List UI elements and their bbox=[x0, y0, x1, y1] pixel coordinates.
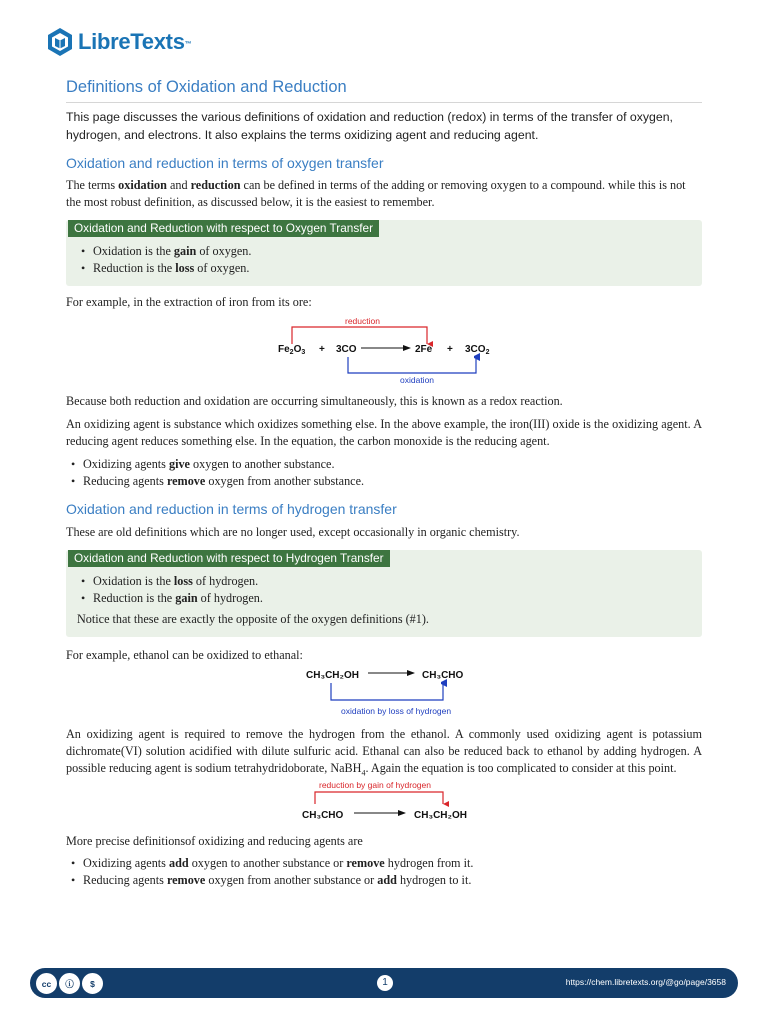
ethanal-reduction-equation bbox=[0, 778, 768, 828]
product-co2: $3CO_2$ bbox=[465, 344, 490, 356]
page-url-link[interactable]: https://chem.libretexts.org/@go/page/3658 bbox=[565, 977, 726, 987]
plus-sign: + bbox=[319, 344, 325, 355]
reactant-fe2o3: $Fe_2O_3$ bbox=[278, 344, 306, 356]
ethanol-example-intro: For example, ethanol can be oxidized to ethanal: bbox=[66, 648, 303, 662]
page-footer bbox=[30, 968, 738, 998]
hydrogen-box-label: Oxidation and Reduction with respect to Hydrogen Transfer bbox=[68, 550, 390, 567]
oxidation-arrow bbox=[331, 683, 443, 700]
product-fe: 2Fe bbox=[415, 344, 433, 355]
list-item: • Reduction is the gain of hydrogen. bbox=[76, 590, 263, 607]
ethanal-formula: CH₃CHO bbox=[302, 810, 344, 821]
reduction-arrow bbox=[315, 792, 443, 804]
plus-sign: + bbox=[447, 344, 453, 355]
iron-extraction-equation bbox=[0, 310, 768, 390]
precise-definitions-paragraph: More precise definitionsof oxidizing and reducing agents are bbox=[66, 834, 363, 848]
list-item: • Reduction is the loss of oxygen. bbox=[76, 260, 251, 277]
iron-example-intro: For example, in the extraction of iron from its ore: bbox=[66, 295, 312, 309]
oxidation-arrow bbox=[348, 357, 476, 373]
section-heading-hydrogen: Oxidation and reduction in terms of hydrogen transfer bbox=[66, 501, 397, 517]
intro-paragraph: This page discusses the various definitions of oxidation and reduction (redox) in terms of the transfer of oxygen, hydrogen, and electrons. It also explains the terms oxidizing agent and reducing agent. bbox=[66, 110, 673, 142]
ethanal-formula: CH₃CHO bbox=[422, 670, 464, 681]
hydrogen-box-list bbox=[76, 573, 263, 607]
list-item: • Oxidation is the loss of hydrogen. bbox=[76, 573, 263, 590]
list-item: • Oxidizing agents give oxygen to another substance. bbox=[66, 456, 364, 473]
redox-paragraph: Because both reduction and oxidation are occurring simultaneously, this is known as a redox reaction. bbox=[66, 394, 563, 408]
oxygen-definition-paragraph: The terms oxidation and reduction can be defined in terms of the adding or removing oxygen to a compound. while this is not the most robust definition, as discussed below, it is the easiest to remember. bbox=[66, 178, 686, 209]
hydrogen-agents-list bbox=[66, 855, 473, 889]
list-item: • Oxidizing agents add oxygen to another substance or remove hydrogen from it. bbox=[66, 855, 473, 872]
list-item: • Reducing agents remove oxygen from another substance. bbox=[66, 473, 364, 490]
cc-icon: cc bbox=[36, 973, 57, 994]
oxygen-box-label: Oxidation and Reduction with respect to Oxygen Transfer bbox=[68, 220, 379, 237]
nc-icon: $ bbox=[82, 973, 103, 994]
list-item: • Oxidation is the gain of oxygen. bbox=[76, 243, 251, 260]
oxidizing-agent-paragraph: An oxidizing agent is substance which oxidizes something else. In the above example, the iron(III) oxide is the oxidizing agent. A reducing agent reduces something else. In the equation, the carbon monoxide is the reducing agent. bbox=[66, 417, 702, 448]
logo-text: LibreTexts™ bbox=[78, 29, 192, 54]
oxidizing-agent-hydrogen-paragraph: An oxidizing agent is required to remove the hydrogen from the ethanol. A commonly used oxidizing agent is potassium dichromate(VI) solution acidified with dilute sulfuric acid. Ethanal can also be reduced back to ethanol by adding hydrogen. A possible reducing agent is sodium tetrahydridoborate, NaBH$_4$. Again the equation is too complicated to consider at this point. bbox=[66, 727, 702, 778]
ethanol-formula: CH₃CH₂OH bbox=[306, 670, 359, 681]
oxygen-transfer-box bbox=[66, 220, 702, 286]
ethanol-formula: CH₃CH₂OH bbox=[414, 810, 467, 821]
libretexts-logo[interactable] bbox=[46, 27, 191, 57]
libretexts-logo-icon bbox=[46, 27, 74, 57]
list-item: • Reducing agents remove oxygen from another substance or add hydrogen to it. bbox=[66, 872, 473, 889]
reduction-label: reduction bbox=[345, 316, 380, 326]
oxidation-label: oxidation bbox=[400, 375, 435, 385]
hydrogen-intro-paragraph: These are old definitions which are no longer used, except occasionally in organic chemistry. bbox=[66, 525, 520, 539]
hydrogen-transfer-box bbox=[66, 550, 702, 637]
oxygen-agents-list bbox=[66, 456, 364, 490]
hydrogen-box-note: Notice that these are exactly the opposite of the oxygen definitions (#1). bbox=[77, 612, 429, 626]
section-heading-oxygen: Oxidation and reduction in terms of oxygen transfer bbox=[66, 155, 384, 171]
ethanol-oxidation-equation bbox=[0, 662, 768, 722]
reduction-label: reduction by gain of hydrogen bbox=[319, 780, 431, 790]
oxidation-label: oxidation by loss of hydrogen bbox=[341, 706, 452, 716]
reactant-co: 3CO bbox=[336, 344, 357, 355]
license-badge[interactable] bbox=[36, 973, 105, 994]
page-number: 1 bbox=[377, 975, 393, 991]
oxygen-box-list bbox=[76, 243, 251, 277]
page-title: Definitions of Oxidation and Reduction bbox=[66, 78, 702, 103]
reduction-arrow bbox=[292, 327, 427, 344]
by-icon: ⓘ bbox=[59, 973, 80, 994]
